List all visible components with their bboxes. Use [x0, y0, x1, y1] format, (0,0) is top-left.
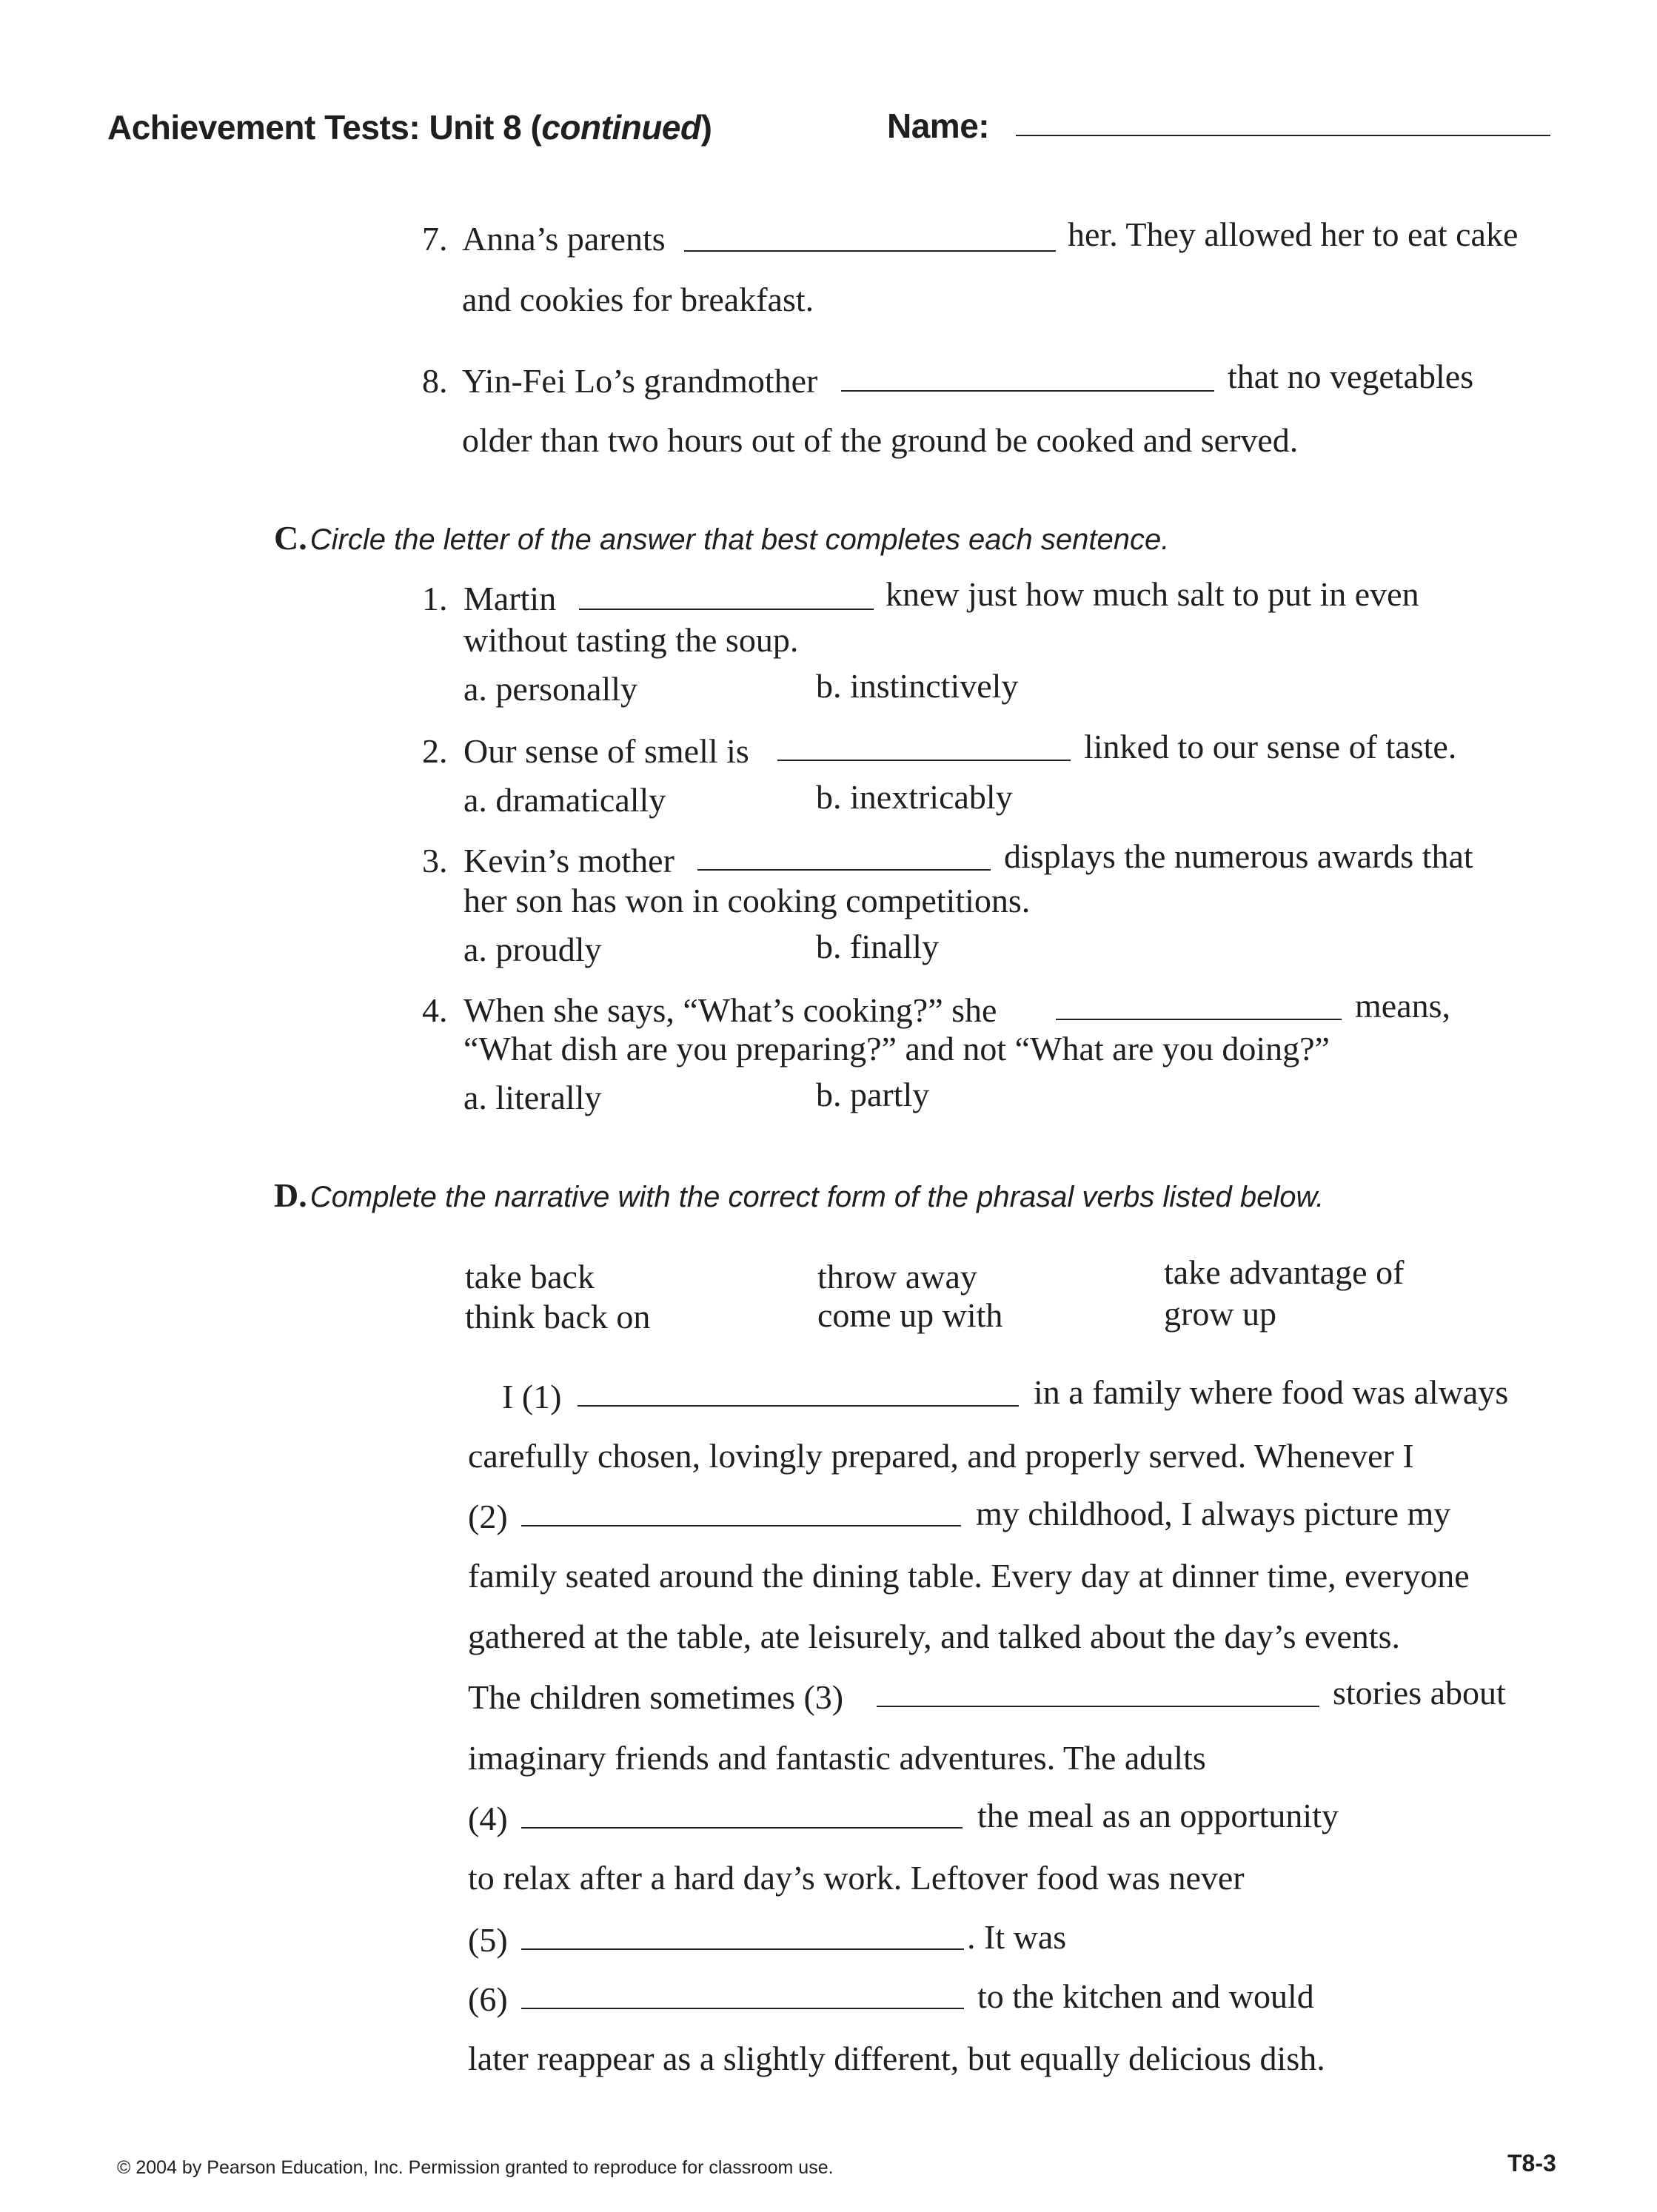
q8-text-post: that no vegetables — [1228, 358, 1474, 395]
narrative-3-blank[interactable] — [877, 1704, 1319, 1707]
c4-text-cont: “What dish are you preparing?” and not “What are you doing?” — [463, 1030, 1330, 1068]
narrative-line-5: gathered at the table, ate leisurely, and talked about the day’s events. — [468, 1618, 1400, 1655]
c2-number: 2. — [422, 732, 448, 770]
narrative-line-2: carefully chosen, lovingly prepared, and properly served. Whenever I — [468, 1437, 1414, 1475]
c1-text-pre: Martin — [463, 580, 557, 617]
narrative-5-post: . It was — [967, 1918, 1067, 1956]
c3-text-post: displays the numerous awards that — [1004, 837, 1473, 875]
section-c-heading — [274, 518, 1169, 557]
c2-text-post: linked to our sense of taste. — [1084, 728, 1457, 765]
narrative-1-post: in a family where food was always — [1034, 1373, 1509, 1411]
narrative-4-pre: (4) — [468, 1800, 508, 1837]
c1-option-b[interactable]: b. instinctively — [816, 667, 1019, 705]
c3-text-pre: Kevin’s mother — [463, 842, 674, 879]
c2-text-pre: Our sense of smell is — [463, 732, 749, 770]
q7-text-pre: Anna’s parents — [462, 220, 666, 258]
verb-think-back-on: think back on — [465, 1298, 651, 1335]
c3-text-cont: her son has won in cooking competitions. — [463, 882, 1031, 919]
verb-grow-up: grow up — [1164, 1295, 1277, 1333]
narrative-3-pre: The children sometimes (3) — [468, 1678, 844, 1716]
c4-number: 4. — [422, 991, 448, 1029]
c4-text-post: means, — [1355, 987, 1451, 1025]
q8-blank[interactable] — [841, 389, 1214, 392]
c4-blank[interactable] — [1056, 1017, 1342, 1020]
narrative-2-post: my childhood, I always picture my — [976, 1495, 1451, 1532]
narrative-2-pre: (2) — [468, 1498, 508, 1535]
name-blank[interactable] — [1016, 133, 1550, 136]
q7-number: 7. — [422, 220, 448, 258]
narrative-6-pre: (6) — [468, 1980, 508, 2018]
c3-number: 3. — [422, 842, 448, 879]
c4-option-b[interactable]: b. partly — [816, 1076, 930, 1113]
narrative-2-blank[interactable] — [521, 1524, 961, 1526]
c4-option-a[interactable]: a. literally — [463, 1079, 602, 1116]
narrative-1-blank[interactable] — [578, 1404, 1019, 1407]
verb-throw-away: throw away — [817, 1258, 977, 1296]
narrative-4-post: the meal as an opportunity — [977, 1797, 1339, 1834]
narrative-line-12: later reappear as a slightly different, but equally delicious dish. — [468, 2040, 1325, 2077]
q7-blank[interactable] — [684, 249, 1056, 252]
c3-blank[interactable] — [697, 868, 991, 871]
section-d-letter: D. — [274, 1176, 307, 1214]
c1-blank[interactable] — [579, 607, 874, 610]
section-d-heading — [274, 1176, 1324, 1215]
narrative-5-pre: (5) — [468, 1921, 508, 1959]
c1-text-post: knew just how much salt to put in even — [886, 575, 1419, 613]
q8-text-pre: Yin-Fei Lo’s grandmother — [462, 362, 818, 400]
verb-come-up-with: come up with — [817, 1296, 1003, 1334]
c2-option-b[interactable]: b. inextricably — [816, 778, 1013, 816]
narrative-4-blank[interactable] — [521, 1826, 963, 1829]
c1-number: 1. — [422, 580, 448, 617]
name-label: Name: — [887, 107, 990, 145]
q7-text-post: her. They allowed her to eat cake — [1068, 215, 1519, 253]
c3-option-a[interactable]: a. proudly — [463, 931, 602, 968]
narrative-6-blank[interactable] — [521, 2006, 964, 2009]
narrative-1-pre: I (1) — [502, 1378, 562, 1415]
c1-option-a[interactable]: a. personally — [463, 670, 638, 708]
narrative-3-post: stories about — [1333, 1674, 1506, 1712]
narrative-6-post: to the kitchen and would — [977, 1977, 1314, 2015]
c4-text-pre: When she says, “What’s cooking?” she — [463, 991, 997, 1029]
narrative-line-9: to relax after a hard day’s work. Leftover food was never — [468, 1859, 1245, 1897]
narrative-line-4: family seated around the dining table. Every day at dinner time, everyone — [468, 1557, 1470, 1595]
q8-text-cont: older than two hours out of the ground be cooked and served. — [462, 421, 1299, 459]
verb-take-advantage-of: take advantage of — [1164, 1253, 1405, 1291]
q7-text-cont: and cookies for breakfast. — [462, 281, 814, 318]
page-number: T8-3 — [1507, 2150, 1556, 2176]
q8-number: 8. — [422, 362, 448, 400]
c3-option-b[interactable]: b. finally — [816, 928, 940, 965]
section-c-letter: C. — [274, 519, 307, 557]
c1-text-cont: without tasting the soup. — [463, 621, 799, 659]
c2-blank[interactable] — [777, 758, 1071, 761]
section-c-instruction: Circle the letter of the answer that best completes each sentence. — [309, 523, 1170, 556]
c2-option-a[interactable]: a. dramatically — [463, 781, 666, 819]
narrative-line-7: imaginary friends and fantastic adventures. The adults — [468, 1739, 1206, 1777]
narrative-5-blank[interactable] — [521, 1947, 964, 1950]
verb-take-back: take back — [465, 1258, 595, 1296]
copyright-notice: © 2004 by Pearson Education, Inc. Permission granted to reproduce for classroom use. — [117, 2157, 834, 2178]
page-title: Achievement Tests: Unit 8 (continued) — [107, 108, 712, 147]
section-d-instruction: Complete the narrative with the correct form of the phrasal verbs listed below. — [309, 1181, 1325, 1213]
